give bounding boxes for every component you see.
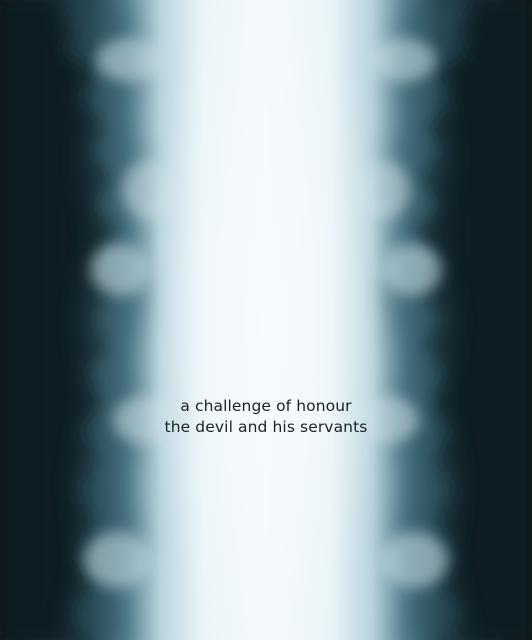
caption (0, 396, 532, 438)
central-glow (146, 0, 386, 640)
caption-line-1: a challenge of honour (180, 397, 352, 415)
caption-line-2: the devil and his servants (164, 418, 368, 436)
